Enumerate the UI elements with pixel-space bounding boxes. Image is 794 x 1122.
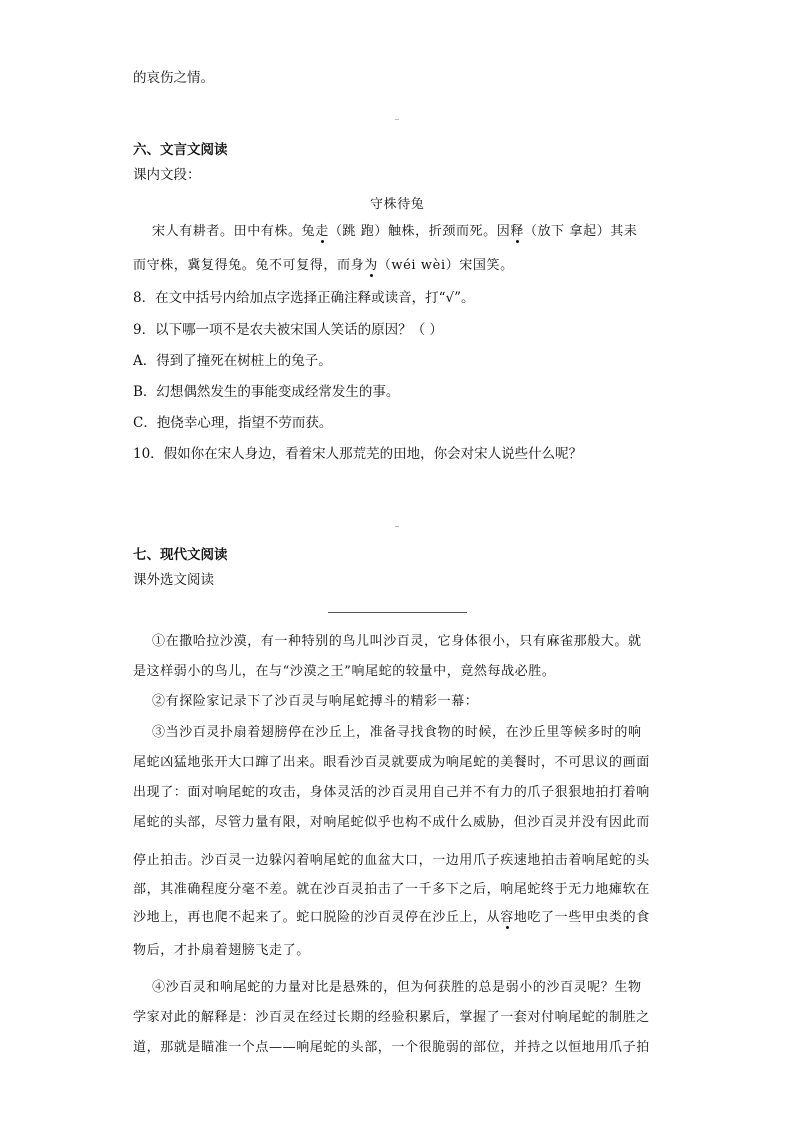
- para-3-line-1: ③当沙百灵扑扇着翅膀停在沙丘上，准备寻找食物的时候，在沙丘里等候多时的响: [152, 725, 642, 740]
- para-3-line-2: 尾蛇凶猛地张开大口蹿了出来。眼看沙百灵就要成为响尾蛇的美餐时，不可思议的画面: [133, 755, 650, 770]
- dotted-char: 容: [500, 906, 514, 925]
- dotted-char: 为: [364, 254, 378, 273]
- para-3-line-8: 物后，才扑扇着翅膀飞走了。: [133, 943, 310, 958]
- page-marker: [395, 119, 399, 120]
- text-span: 沙地上，再也爬不起来了。蛇口脱险的沙百灵停在沙丘上，从: [133, 910, 501, 925]
- section6-sub: 课内文段：: [133, 167, 201, 183]
- text-span: （放下 拿起）其耒: [523, 224, 638, 239]
- option-c: C．抱侥幸心理，指望不劳而获。: [133, 415, 333, 431]
- top-line: 的哀伤之情。: [133, 70, 214, 86]
- text-span: 地吃了一些甲虫类的食: [513, 910, 650, 925]
- para-3-line-6: 部，其准确程度分毫不差。就在沙百灵拍击了一千多下之后，响尾蛇终于无力地瘫软在: [133, 882, 650, 897]
- text-span: 而守株，冀复得兔。兔不可复得，而身: [133, 258, 365, 273]
- option-b: B．幻想偶然发生的事能变成经常发生的事。: [133, 384, 400, 400]
- para-3-line-5: 停止拍击。沙百灵一边躲闪着响尾蛇的血盆大口，一边用爪子疾速地拍击着响尾蛇的头: [133, 853, 650, 868]
- section7-sub: 课外选文阅读: [133, 572, 214, 588]
- title-underline: [328, 612, 467, 613]
- question-10: 10．假如你在宋人身边，看着宋人那荒芜的田地，你会对宋人说些什么呢？: [133, 446, 583, 462]
- page-marker: [395, 526, 399, 527]
- text-span: 宋人有耕者。田中有株。兔: [152, 224, 316, 239]
- para-4-line-1: ④沙百灵和响尾蛇的力量对比是悬殊的，但为何获胜的总是弱小的沙百灵呢？生物: [152, 980, 642, 995]
- para-3-line-7: [133, 906, 650, 925]
- passage-line-1: [152, 220, 638, 239]
- para-3-line-4: 尾蛇的头部，尽管力量有限，对响尾蛇似乎也构不成什么威胁，但沙百灵并没有因此而: [133, 815, 650, 830]
- section6-heading: 六、文言文阅读: [133, 142, 228, 158]
- para-2-line-1: ②有探险家记录下了沙百灵与响尾蛇搏斗的精彩一幕：: [152, 694, 479, 709]
- passage-line-2: [133, 254, 514, 273]
- para-1-line-1: ①在撒哈拉沙漠，有一种特别的鸟儿叫沙百灵，它身体很小，只有麻雀那般大。就: [152, 634, 642, 649]
- text-span: （跳 跑）触株，折颈而死。因: [328, 224, 511, 239]
- text-span: （wéi wèi）宋国笑。: [377, 258, 514, 273]
- section7-heading: 七、现代文阅读: [133, 547, 228, 563]
- passage-title: 守株待兔: [370, 197, 425, 212]
- question-9: 9．以下哪一项不是农夫被宋国人笑话的原因？（ ）: [133, 322, 443, 338]
- para-3-line-3: 出现了：面对响尾蛇的攻击，身体灵活的沙百灵用自己并不有力的爪子狠狠地拍打着响: [133, 785, 650, 800]
- para-4-line-2: 学家对此的解释是：沙百灵在经过长期的经验积累后，掌握了一套对付响尾蛇的制胜之: [133, 1010, 650, 1025]
- para-1-line-2: 是这样弱小的鸟儿，在与“沙漠之王”响尾蛇的较量中，竟然每战必胜。: [133, 664, 556, 679]
- para-4-line-3: 道，那就是瞄准一个点——响尾蛇的头部，一个很脆弱的部位，并持之以恒地用爪子拍: [133, 1040, 650, 1055]
- dotted-char: 走: [315, 220, 329, 239]
- dotted-char: 释: [510, 220, 524, 239]
- option-a: A．得到了撞死在树桩上的兔子。: [133, 353, 332, 369]
- question-8: 8．在文中括号内给加点字选择正确注释或读音，打“√”。: [133, 290, 475, 306]
